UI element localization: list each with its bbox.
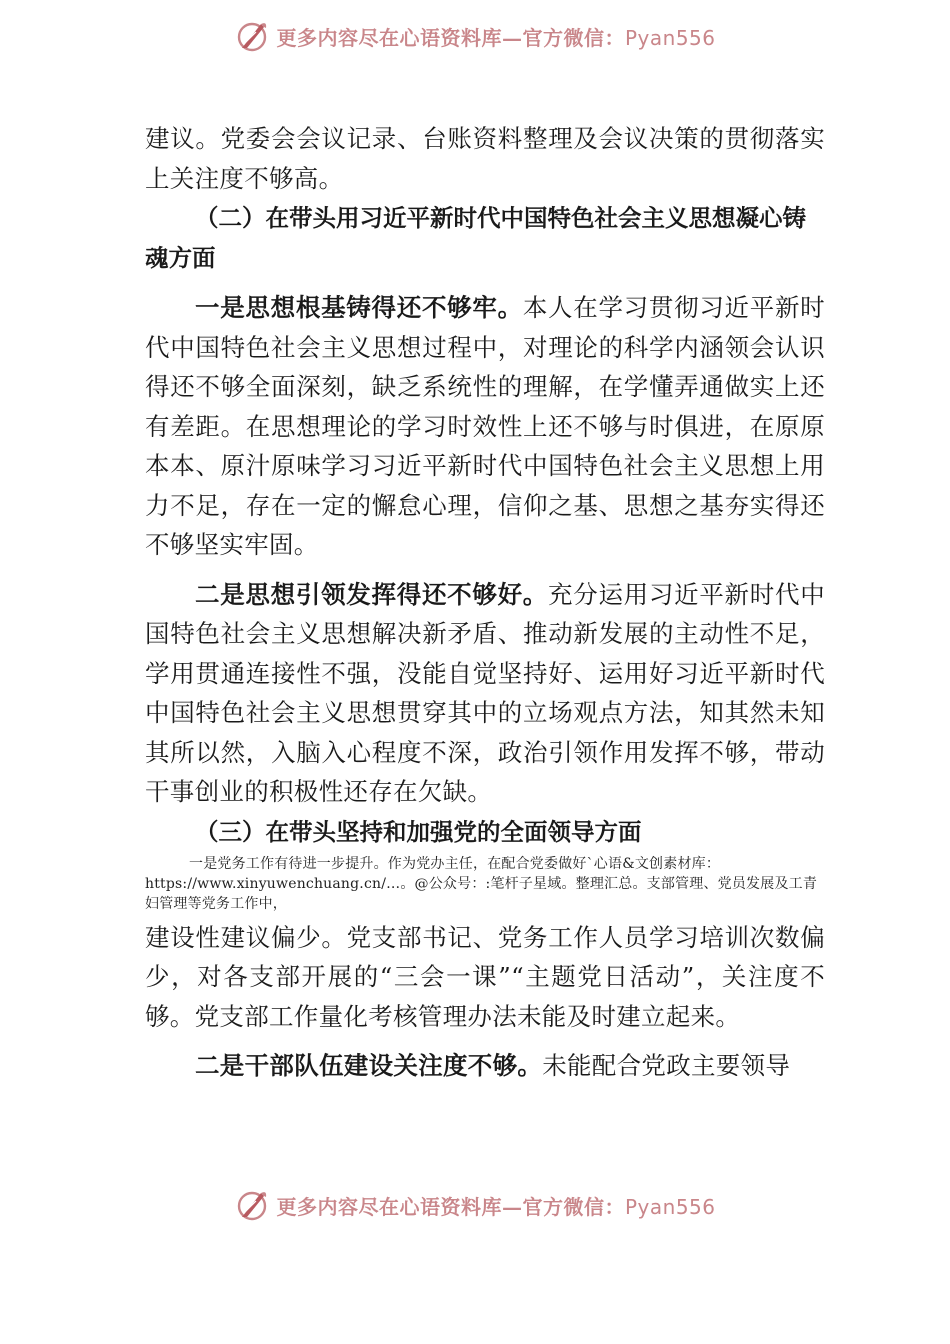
inserted-small-note: 一是党务工作有待进一步提升。作为党办主任，在配合党委做好`心语&文创素材库：https://www.xinyuwenchuang.cn/…。@公众号：:笔杆子星域。整理汇总。支部管理、党员发展及工青妇管理等党务工作中，: [145, 855, 818, 912]
footer-wechat-id: Pyan556: [624, 1194, 716, 1219]
header-wechat-id: Pyan556: [624, 25, 716, 50]
feather-pen-circle-logo: [234, 18, 270, 54]
document-body: [145, 119, 825, 1086]
paragraph-lead: 一是思想根基铸得还不够牢。: [195, 293, 523, 322]
paragraph-continuation: 建议。党委会会议记录、台账资料整理及会议决策的贯彻落实上关注度不够高。: [145, 124, 825, 193]
footer-brand-text: 更多内容尽在心语资料库—官方微信：Pyan556: [276, 1194, 716, 1219]
paragraph-cadre-team: 二是干部队伍建设关注度不够。未能配合党政主要领导: [195, 1051, 791, 1080]
paragraph-lead: 二是干部队伍建设关注度不够。: [195, 1051, 543, 1080]
paragraph-lead: 二是思想引领发挥得还不够好。: [195, 579, 549, 609]
paragraph-party-work: 建设性建议偏少。党支部书记、党务工作人员学习培训次数偏少，对各支部开展的“三会一课”“主题党日活动”，关注度不够。党支部工作量化考核管理办法未能及时建立起来。: [145, 922, 825, 1031]
feather-pen-circle-logo: [234, 1187, 270, 1223]
header-banner: [0, 16, 950, 56]
footer-banner: [0, 1185, 950, 1225]
section-heading-2: （二）在带头用习近平新时代中国特色社会主义思想凝心铸魂方面: [145, 204, 806, 272]
paragraph-thought-foundation: 一是思想根基铸得还不够牢。本人在学习贯彻习近平新时代中国特色社会主义思想过程中，对理论的科学内涵领会认识得还不够全面深刻，缺乏系统性的理解，在学懂弄通做实上还有差距。在思想理论的学习时效性上还不够与时俱进，在原原本本、原汁原味学习习近平新时代中国特色社会主义思想上用力不足，存在一定的懈怠心理，信仰之基、思想之基夯实得还不够坚实牢固。: [145, 293, 825, 559]
section-heading-3: （三）在带头坚持和加强党的全面领导方面: [195, 817, 642, 846]
header-brand-text: 更多内容尽在心语资料库—官方微信：Pyan556: [276, 25, 716, 50]
paragraph-thought-guidance: 二是思想引领发挥得还不够好。充分运用习近平新时代中国特色社会主义思想解决新矛盾、推动新发展的主动性不足，学用贯通连接性不强，没能自觉坚持好、运用好习近平新时代中国特色社会主义思想贯穿其中的立场观点方法，知其然未知其所以然，入脑入心程度不深，政治引领作用发挥不够，带动干事创业的积极性还存在欠缺。: [145, 579, 825, 806]
